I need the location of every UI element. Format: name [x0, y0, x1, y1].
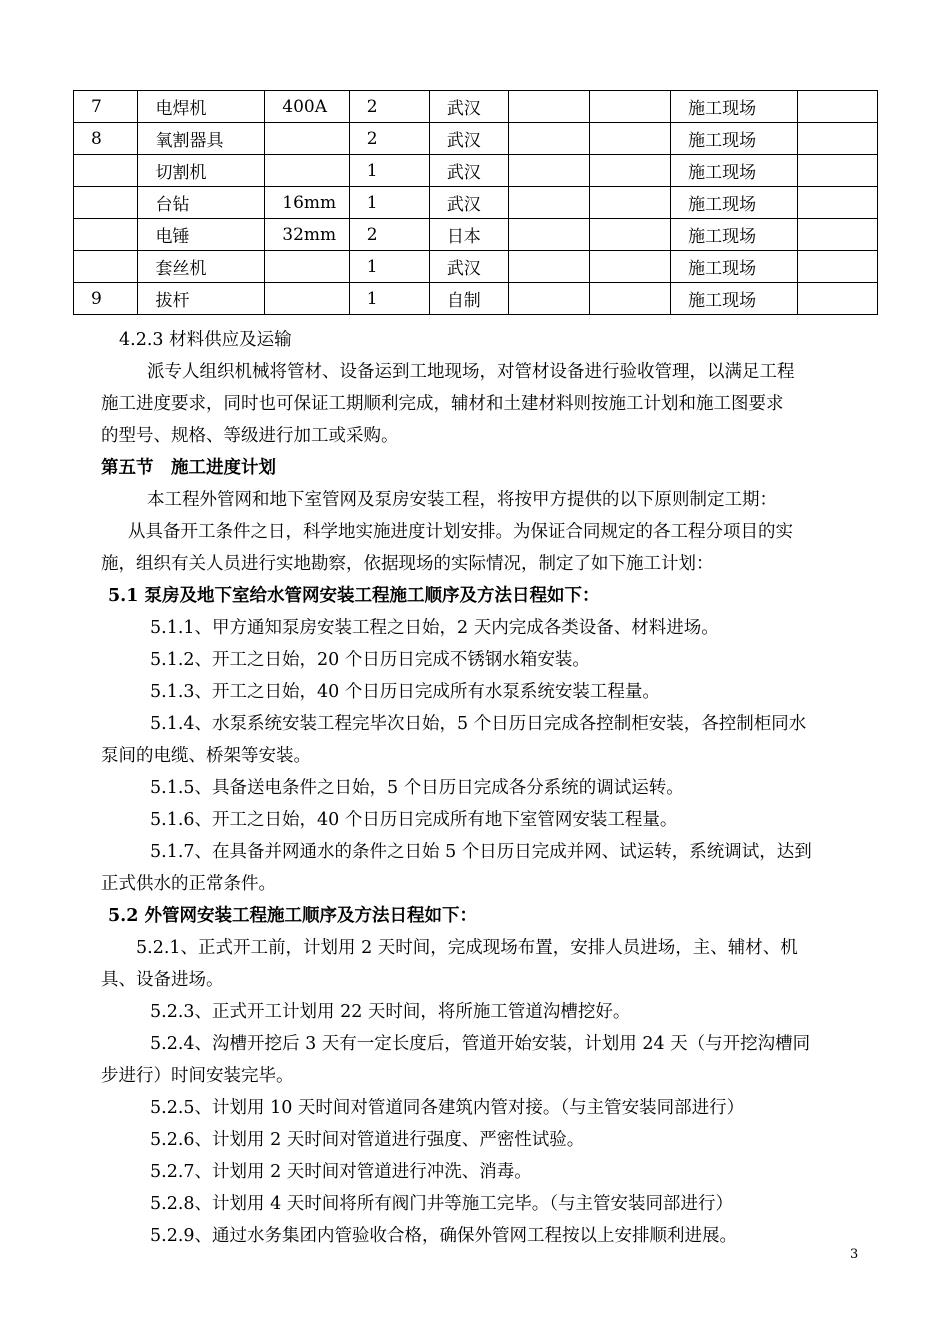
- table-cell: 武汉: [429, 123, 508, 155]
- table-cell: 施工现场: [671, 219, 798, 251]
- table-cell: [508, 283, 589, 315]
- table-cell: [589, 283, 670, 315]
- table-cell: 1: [349, 251, 429, 283]
- table-row: [74, 155, 878, 187]
- table-cell: 施工现场: [671, 123, 798, 155]
- paragraph-line: 施，组织有关人员进行实地勘察，依据现场的实际情况，制定了如下施工计划：: [101, 554, 714, 574]
- list-item: 5.2.7、计划用 2 天时间对管道进行冲洗、消毒。: [150, 1162, 532, 1182]
- list-item: 5.2.5、计划用 10 天时间对管道同各建筑内管对接。（与主管安装同部进行）: [150, 1098, 745, 1118]
- table-cell: 400A: [265, 91, 350, 123]
- table-cell: 拔杆: [138, 283, 265, 315]
- table-cell: [74, 251, 138, 283]
- table-cell: [508, 251, 589, 283]
- table-cell: 2: [349, 219, 429, 251]
- section-5-1-heading: 5.1 泵房及地下室给水管网安装工程施工顺序及方法日程如下：: [108, 586, 600, 606]
- list-item: 5.1.1、甲方通知泵房安装工程之日始，2 天内完成各类设备、材料进场。: [150, 618, 719, 638]
- table-row: [74, 123, 878, 155]
- table-cell: [589, 91, 670, 123]
- list-item: 5.1.3、开工之日始，40 个日历日完成所有水泵系统安装工程量。: [150, 682, 660, 702]
- paragraph-line: 本工程外管网和地下室管网及泵房安装工程，将按甲方提供的以下原则制定工期：: [147, 490, 777, 510]
- list-item: 5.1.5、具备送电条件之日始，5 个日历日完成各分系统的调试运转。: [150, 778, 684, 798]
- table-cell: 日本: [429, 219, 508, 251]
- table-cell: 施工现场: [671, 187, 798, 219]
- table-cell: [797, 187, 877, 219]
- table-cell: [589, 187, 670, 219]
- table-cell: 武汉: [429, 251, 508, 283]
- table-cell: [589, 155, 670, 187]
- table-cell: [797, 219, 877, 251]
- table-cell: 施工现场: [671, 251, 798, 283]
- table-cell: [797, 251, 877, 283]
- table-cell: [508, 123, 589, 155]
- table-cell: 台钻: [138, 187, 265, 219]
- paragraph-line: 从具备开工条件之日，科学地实施进度计划安排。为保证合同规定的各工程分项目的实: [128, 522, 793, 542]
- table-cell: [265, 283, 350, 315]
- table-cell: [797, 91, 877, 123]
- list-item: 5.1.4、水泵系统安装工程完毕次日始，5 个日历日完成各控制柜安装，各控制柜同水: [150, 714, 807, 734]
- table-cell: 自制: [429, 283, 508, 315]
- paragraph-line: 派专人组织机械将管材、设备运到工地现场，对管材设备进行验收管理，以满足工程: [147, 362, 795, 382]
- list-item: 5.1.2、开工之日始，20 个日历日完成不锈钢水箱安装。: [150, 650, 590, 670]
- table-row: [74, 91, 878, 123]
- table-cell: [74, 155, 138, 187]
- table-cell: 施工现场: [671, 155, 798, 187]
- table-cell: [265, 251, 350, 283]
- table-row: [74, 283, 878, 315]
- table-cell: 氧割器具: [138, 123, 265, 155]
- table-cell: [265, 155, 350, 187]
- list-item: 泵间的电缆、桥架等安装。: [101, 746, 311, 766]
- list-item: 5.1.6、开工之日始，40 个日历日完成所有地下室管网安装工程量。: [150, 810, 678, 830]
- table-cell: 2: [349, 91, 429, 123]
- table-cell: 8: [74, 123, 138, 155]
- table-cell: [797, 123, 877, 155]
- table-cell: [589, 219, 670, 251]
- list-item: 5.2.4、沟槽开挖后 3 天有一定长度后，管道开始安装，计划用 24 天（与开挖沟槽同: [150, 1034, 811, 1054]
- table-row: [74, 251, 878, 283]
- page-number: 3: [850, 1247, 859, 1262]
- table-cell: 电焊机: [138, 91, 265, 123]
- table-cell: 9: [74, 283, 138, 315]
- list-item: 5.2.9、通过水务集团内管验收合格，确保外管网工程按以上安排顺利进展。: [150, 1226, 738, 1246]
- table-cell: 武汉: [429, 91, 508, 123]
- list-item: 5.2.6、计划用 2 天时间对管道进行强度、严密性试验。: [150, 1130, 585, 1150]
- list-item: 步进行）时间安装完毕。: [101, 1066, 294, 1086]
- paragraph-line: 的型号、规格、等级进行加工或采购。: [101, 426, 399, 446]
- table-cell: 套丝机: [138, 251, 265, 283]
- list-item: 5.1.7、在具备并网通水的条件之日始 5 个日历日完成并网、试运转，系统调试，达到: [150, 842, 812, 862]
- table-cell: [589, 123, 670, 155]
- paragraph-line: 施工进度要求，同时也可保证工期顺利完成，辅材和土建材料则按施工计划和施工图要求: [101, 394, 784, 414]
- table-cell: [797, 283, 877, 315]
- table-row: [74, 187, 878, 219]
- list-item: 5.2.3、正式开工计划用 22 天时间，将所施工管道沟槽挖好。: [150, 1002, 631, 1022]
- table-cell: [508, 155, 589, 187]
- table-cell: 32mm: [265, 219, 350, 251]
- table-cell: [74, 219, 138, 251]
- table-cell: 施工现场: [671, 283, 798, 315]
- section-5-heading: 第五节 施工进度计划: [101, 458, 276, 478]
- section-4-2-3-heading: 4.2.3 材料供应及运输: [119, 330, 292, 350]
- table-cell: [508, 219, 589, 251]
- table-cell: 电锤: [138, 219, 265, 251]
- table-cell: [508, 91, 589, 123]
- section-5-2-heading: 5.2 外管网安装工程施工顺序及方法日程如下：: [108, 906, 478, 926]
- equipment-table: [73, 90, 878, 315]
- list-item: 具、设备进场。: [101, 970, 224, 990]
- table-cell: 1: [349, 155, 429, 187]
- table-cell: 2: [349, 123, 429, 155]
- table-cell: 7: [74, 91, 138, 123]
- table-cell: [797, 155, 877, 187]
- table-cell: 1: [349, 187, 429, 219]
- table-cell: 施工现场: [671, 91, 798, 123]
- list-item: 5.2.8、计划用 4 天时间将所有阀门井等施工完毕。（与主管安装同部进行）: [150, 1194, 734, 1214]
- table-cell: 武汉: [429, 187, 508, 219]
- table-cell: 16mm: [265, 187, 350, 219]
- table-row: [74, 219, 878, 251]
- table-cell: [74, 187, 138, 219]
- table-cell: [589, 251, 670, 283]
- table-cell: 武汉: [429, 155, 508, 187]
- table-cell: 1: [349, 283, 429, 315]
- table-cell: [508, 187, 589, 219]
- list-item: 正式供水的正常条件。: [101, 874, 276, 894]
- list-item: 5.2.1、正式开工前，计划用 2 天时间，完成现场布置，安排人员进场，主、辅材、机: [136, 938, 798, 958]
- table-cell: [265, 123, 350, 155]
- table-cell: 切割机: [138, 155, 265, 187]
